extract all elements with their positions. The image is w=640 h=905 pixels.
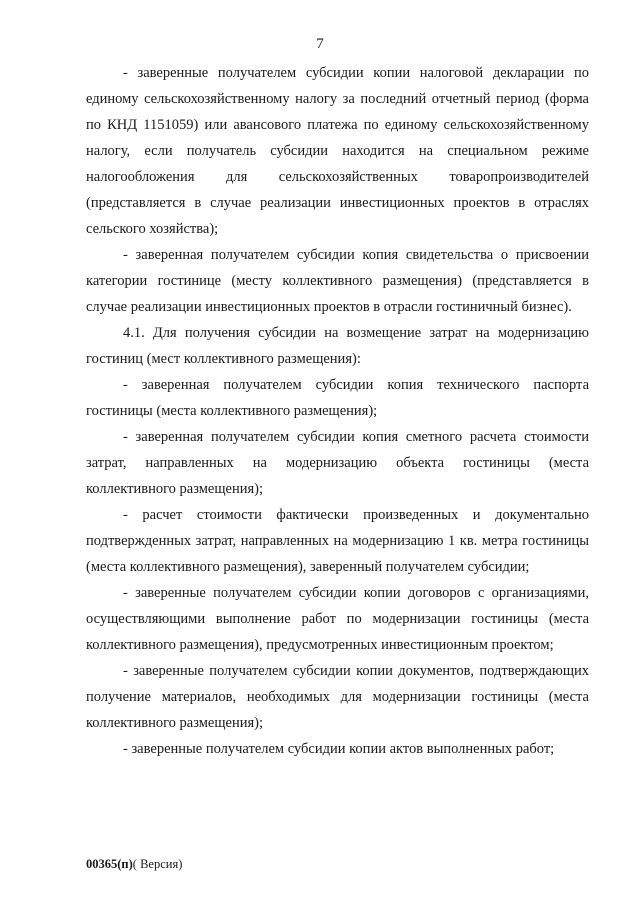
paragraph-contracts: - заверенные получателем субсидии копии договоров с организациями, осуществляющими выполнение работ по модернизации гостиницы (места коллективного размещения), предусмотренных инвестиционным проектом;: [86, 585, 589, 653]
paragraph-technical-passport: - заверенная получателем субсидии копия технического паспорта гостиницы (места коллективного размещения);: [86, 377, 589, 419]
paragraph-section-4-1: 4.1. Для получения субсидии на возмещение затрат на модернизацию гостиниц (мест коллективного размещения):: [86, 325, 589, 367]
page-number: 7: [316, 36, 324, 52]
footer: [86, 857, 182, 872]
document-version: ( Версия): [132, 857, 183, 871]
paragraph-tax-declaration: - заверенные получателем субсидии копии налоговой декларации по единому сельскохозяйственному налогу за последний отчетный период (форма по КНД 1151059) или авансового платежа по единому сельскохозяйственному налогу, если получатель субсидии находится на специальном режиме налогообложения для сельскохозяйственных товаропроизводителей (представляется в случае реализации инвестиционных проектов в отраслях сельского хозяйства);: [86, 65, 589, 237]
paragraph-cost-calculation: - расчет стоимости фактически произведенных и документально подтвержденных затрат, направленных на модернизацию 1 кв. метра гостиницы (места коллективного размещения), заверенный получателем субсидии;: [86, 507, 589, 575]
document-code: 00365(п): [86, 857, 133, 871]
paragraph-hotel-category-certificate: - заверенная получателем субсидии копия свидетельства о присвоении категории гостинице (месту коллективного размещения) (представляется в случае реализации инвестиционных проектов в отрасли гостиничный бизнес).: [86, 247, 589, 315]
paragraph-materials-documents: - заверенные получателем субсидии копии документов, подтверждающих получение материалов, необходимых для модернизации гостиницы (места коллективного размещения);: [86, 663, 589, 731]
document-body: [86, 60, 589, 762]
paragraph-work-acts: - заверенные получателем субсидии копии актов выполненных работ;: [123, 741, 555, 757]
paragraph-cost-estimate: - заверенная получателем субсидии копия сметного расчета стоимости затрат, направленных на модернизацию объекта гостиницы (места коллективного размещения);: [86, 429, 589, 497]
